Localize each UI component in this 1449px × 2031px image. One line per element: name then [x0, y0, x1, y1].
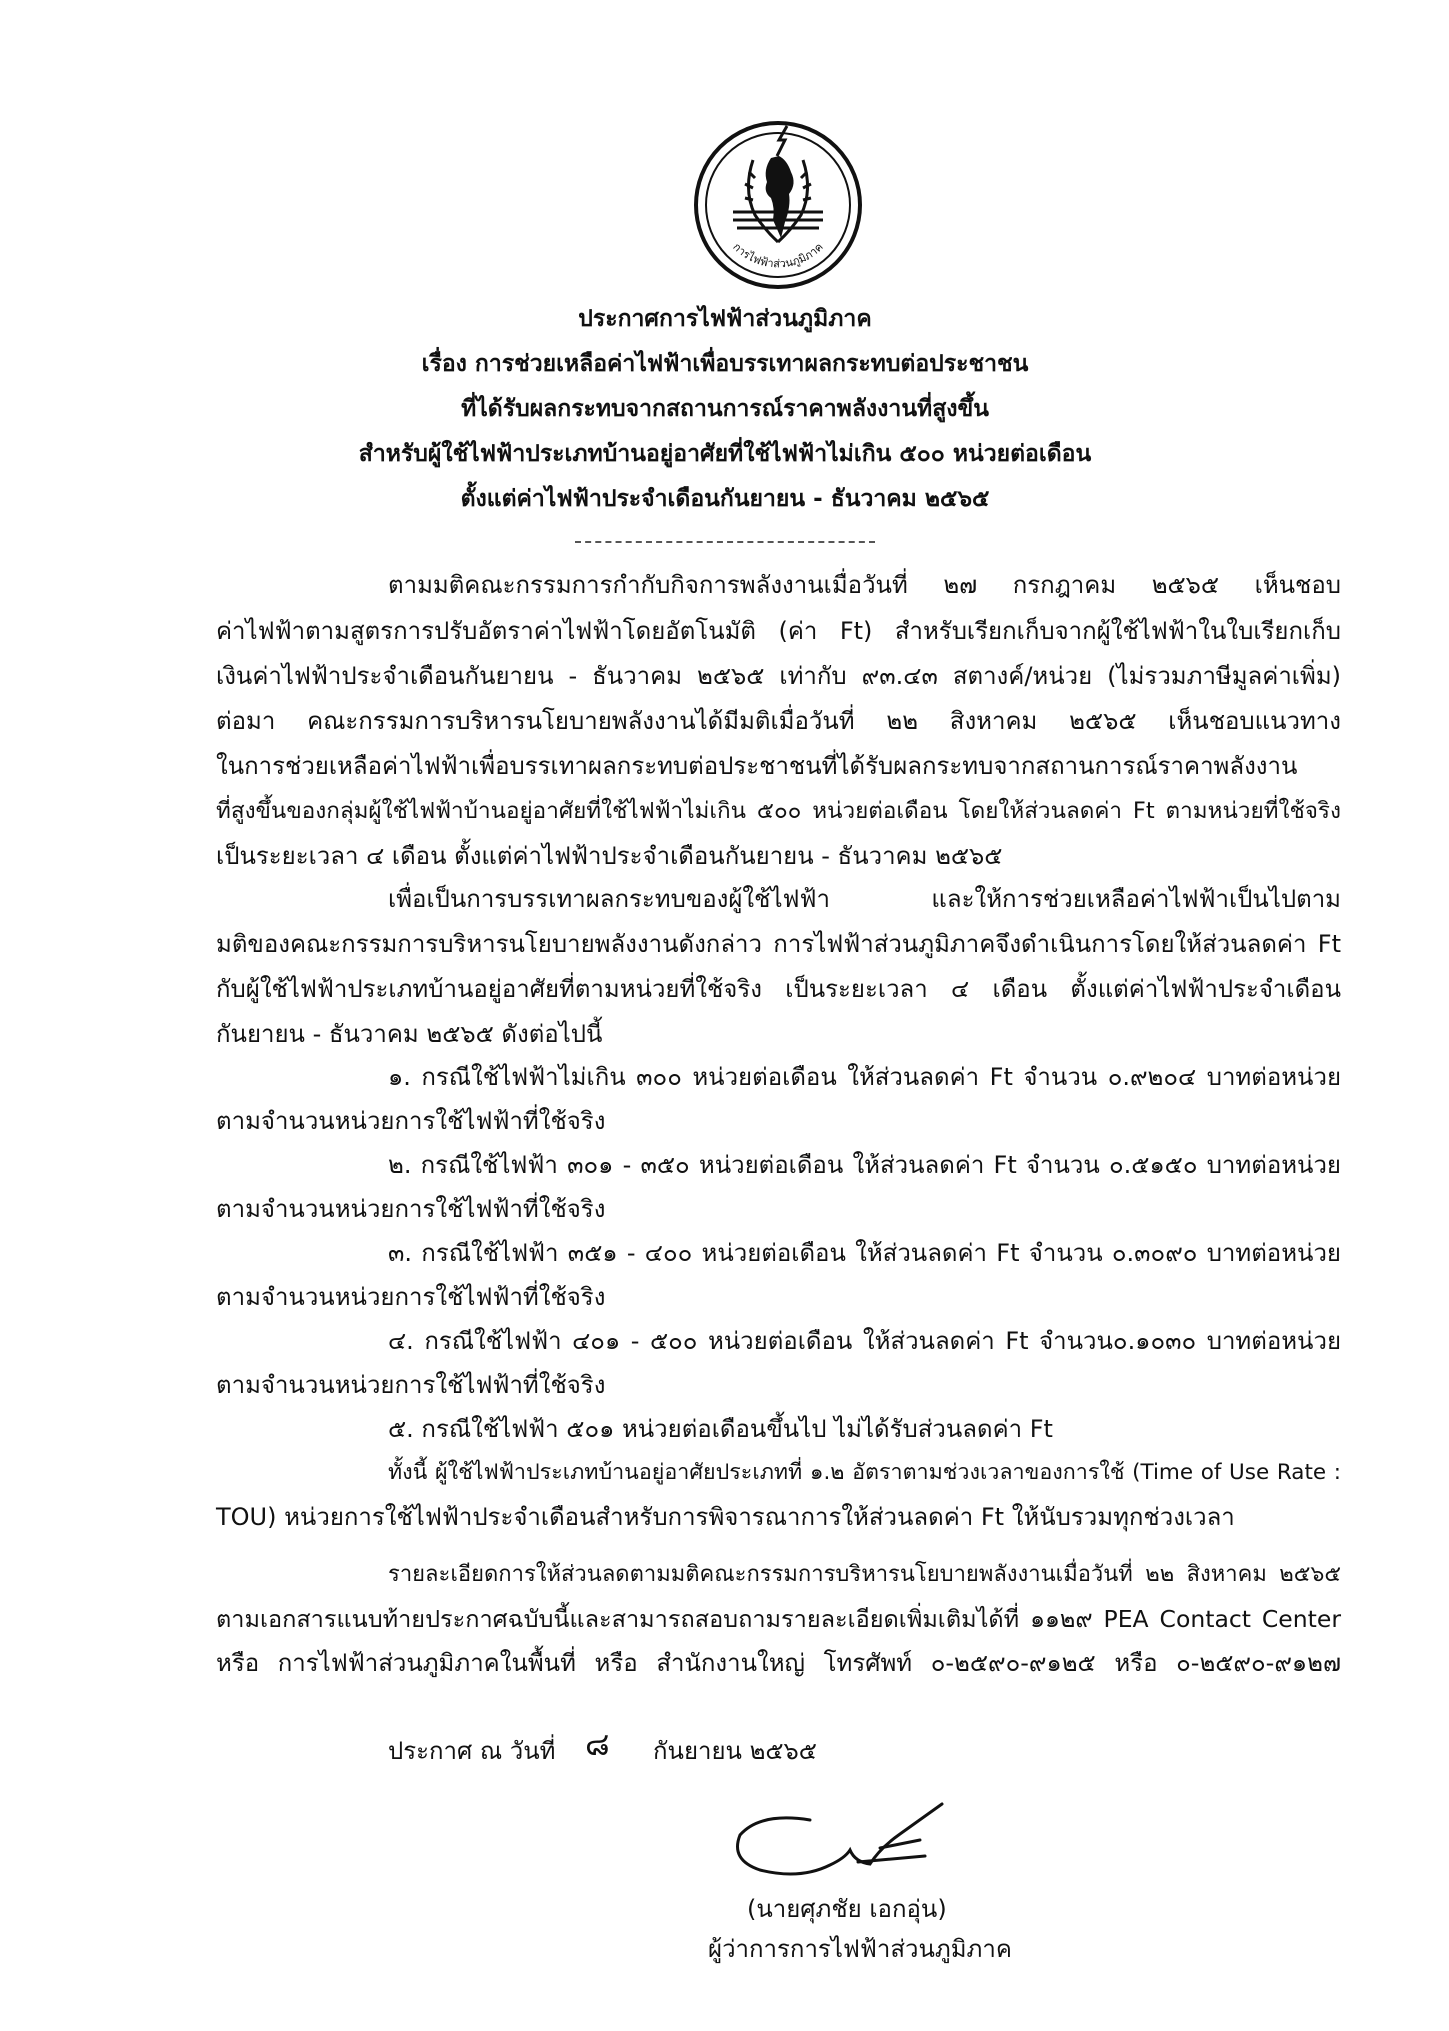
- logo-caption: การไฟฟ้าส่วนภูมิภาค: [730, 240, 826, 271]
- announce-date-day: ๘: [585, 1725, 610, 1763]
- body-line: กันยายน - ธันวาคม ๒๕๖๕ ดังต่อไปนี้: [216, 1020, 603, 1048]
- discount-item: ๓. กรณีใช้ไฟฟ้า ๓๕๑ - ๔๐๐ หน่วยต่อเดือน ให้ส่วนลดค่า Ft จำนวน ๐.๓๐๙๐ บาทต่อหน่วย: [388, 1239, 1341, 1267]
- body-line: ตามเอกสารแนบท้ายประกาศฉบับนี้และสามารถสอบถามรายละเอียดเพิ่มเติมได้ที่ ๑๑๒๙ PEA Contact Center: [216, 1605, 1341, 1633]
- announce-date-month-year: กันยายน ๒๕๖๕: [653, 1737, 817, 1765]
- signer-name: (นายศุภชัย เอกอุ่น): [747, 1895, 947, 1923]
- subject-line: ที่ได้รับผลกระทบจากสถานการณ์ราคาพลังงานที่สูงขึ้น: [461, 396, 989, 422]
- announce-date-prefix: ประกาศ ณ วันที่: [388, 1737, 556, 1765]
- body-line: ทั้งนี้ ผู้ใช้ไฟฟ้าประเภทบ้านอยู่อาศัยประเภทที่ ๑.๒ อัตราตามช่วงเวลาของการใช้ (Time of Use Rate :: [388, 1460, 1341, 1485]
- body-line: หรือ การไฟฟ้าส่วนภูมิภาคในพื้นที่ หรือ สำนักงานใหญ่ โทรศัพท์ ๐-๒๕๙๐-๙๑๒๕ หรือ ๐-๒๕๙๐-๙๑๒๗: [216, 1649, 1341, 1677]
- body-line: ตามมติคณะกรรมการกำกับกิจการพลังงานเมื่อวันที่ ๒๗ กรกฎาคม ๒๕๖๕ เห็นชอบ: [388, 571, 1341, 599]
- discount-item-cont: ตามจำนวนหน่วยการใช้ไฟฟ้าที่ใช้จริง: [216, 1371, 606, 1399]
- subject-line: เรื่อง การช่วยเหลือค่าไฟฟ้าเพื่อบรรเทาผลกระทบต่อประชาชน: [421, 351, 1029, 377]
- discount-item-cont: ตามจำนวนหน่วยการใช้ไฟฟ้าที่ใช้จริง: [216, 1283, 606, 1311]
- subject-line: ตั้งแต่ค่าไฟฟ้าประจำเดือนกันยายน - ธันวาคม ๒๕๖๕: [460, 486, 990, 512]
- announcement-title: ประกาศการไฟฟ้าส่วนภูมิภาค: [578, 306, 872, 332]
- discount-item: ๑. กรณีใช้ไฟฟ้าไม่เกิน ๓๐๐ หน่วยต่อเดือน ให้ส่วนลดค่า Ft จำนวน ๐.๙๒๐๔ บาทต่อหน่วย: [388, 1063, 1341, 1091]
- signer-position: ผู้ว่าการการไฟฟ้าส่วนภูมิภาค: [708, 1935, 1012, 1963]
- subject-line: สำหรับผู้ใช้ไฟฟ้าประเภทบ้านอยู่อาศัยที่ใช้ไฟฟ้าไม่เกิน ๕๐๐ หน่วยต่อเดือน: [358, 441, 1092, 467]
- body-line: ต่อมา คณะกรรมการบริหารนโยบายพลังงานได้มีมติเมื่อวันที่ ๒๒ สิงหาคม ๒๕๖๕ เห็นชอบแนวทาง: [216, 707, 1341, 735]
- body-line: TOU) หน่วยการใช้ไฟฟ้าประจำเดือนสำหรับการพิจารณาการให้ส่วนลดค่า Ft ให้นับรวมทุกช่วงเวลา: [216, 1503, 1235, 1531]
- body-line: เพื่อเป็นการบรรเทาผลกระทบของผู้ใช้ไฟฟ้า และให้การช่วยเหลือค่าไฟฟ้าเป็นไปตาม: [388, 885, 1341, 913]
- body-line: เป็นระยะเวลา ๔ เดือน ตั้งแต่ค่าไฟฟ้าประจำเดือนกันยายน - ธันวาคม ๒๕๖๕: [216, 842, 1003, 870]
- signature-icon: [730, 1790, 970, 1900]
- body-line: ในการช่วยเหลือค่าไฟฟ้าเพื่อบรรเทาผลกระทบต่อประชาชนที่ได้รับผลกระทบจากสถานการณ์ราคาพลังงาน: [216, 752, 1298, 780]
- body-line: ที่สูงขึ้นของกลุ่มผู้ใช้ไฟฟ้าบ้านอยู่อาศัยที่ใช้ไฟฟ้าไม่เกิน ๕๐๐ หน่วยต่อเดือน โดยให้ส่วนลดค่า Ft ตามหน่วยที่ใช้จริง: [216, 798, 1341, 824]
- body-line: รายละเอียดการให้ส่วนลดตามมติคณะกรรมการบริหารนโยบายพลังงานเมื่อวันที่ ๒๒ สิงหาคม ๒๕๖๕: [388, 1562, 1341, 1587]
- body-line: เงินค่าไฟฟ้าประจำเดือนกันยายน - ธันวาคม ๒๕๖๕ เท่ากับ ๙๓.๔๓ สตางค์/หน่วย (ไม่รวมภาษีมูลค่าเพิ่ม): [216, 662, 1341, 690]
- pea-logo-icon: [693, 120, 863, 290]
- body-line: กับผู้ใช้ไฟฟ้าประเภทบ้านอยู่อาศัยที่ตามหน่วยที่ใช้จริง เป็นระยะเวลา ๔ เดือน ตั้งแต่ค่าไฟฟ้าประจำเดือน: [216, 975, 1341, 1003]
- discount-item: ๔. กรณีใช้ไฟฟ้า ๔๐๑ - ๕๐๐ หน่วยต่อเดือน ให้ส่วนลดค่า Ft จำนวน๐.๑๐๓๐ บาทต่อหน่วย: [388, 1327, 1342, 1355]
- discount-item: ๕. กรณีใช้ไฟฟ้า ๕๐๑ หน่วยต่อเดือนขึ้นไป ไม่ได้รับส่วนลดค่า Ft: [388, 1415, 1053, 1443]
- discount-item-cont: ตามจำนวนหน่วยการใช้ไฟฟ้าที่ใช้จริง: [216, 1195, 606, 1223]
- header-divider: [575, 541, 875, 543]
- discount-item-cont: ตามจำนวนหน่วยการใช้ไฟฟ้าที่ใช้จริง: [216, 1107, 606, 1135]
- body-line: ค่าไฟฟ้าตามสูตรการปรับอัตราค่าไฟฟ้าโดยอัตโนมัติ (ค่า Ft) สำหรับเรียกเก็บจากผู้ใช้ไฟฟ้าในใบเรียกเก็บ: [216, 617, 1341, 645]
- body-line: มติของคณะกรรมการบริหารนโยบายพลังงานดังกล่าว การไฟฟ้าส่วนภูมิภาคจึงดำเนินการโดยให้ส่วนลดค่า Ft: [216, 930, 1341, 958]
- discount-item: ๒. กรณีใช้ไฟฟ้า ๓๐๑ - ๓๕๐ หน่วยต่อเดือน ให้ส่วนลดค่า Ft จำนวน ๐.๕๑๕๐ บาทต่อหน่วย: [388, 1151, 1341, 1179]
